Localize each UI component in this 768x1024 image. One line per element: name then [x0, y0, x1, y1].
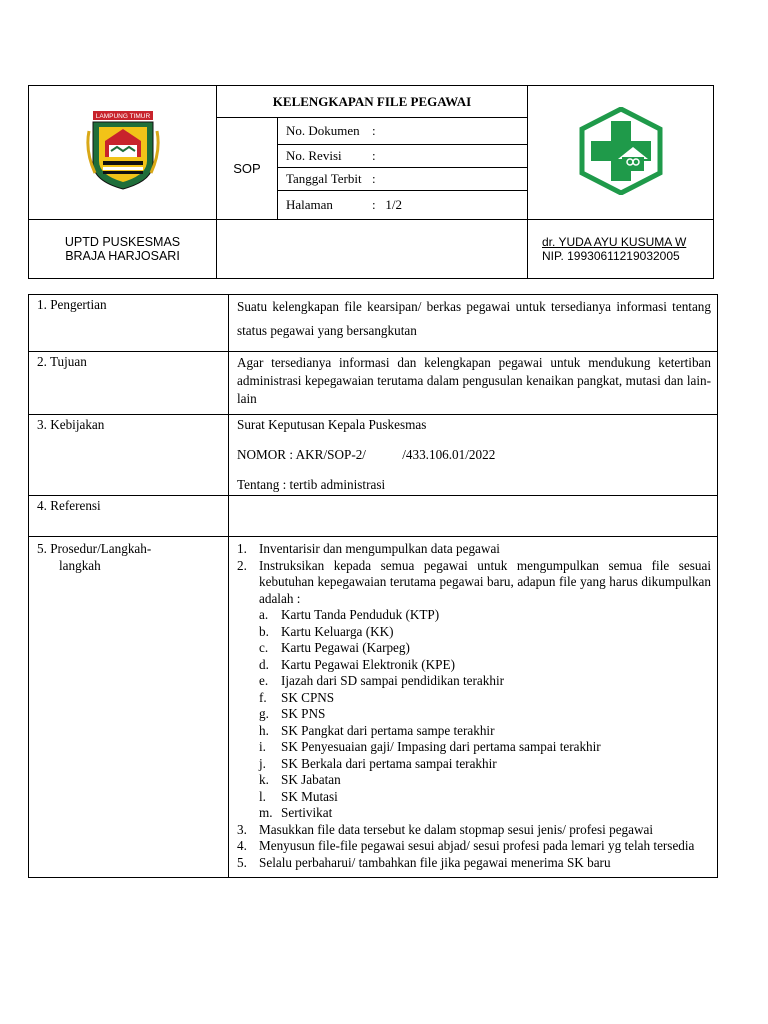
header-table [28, 85, 714, 279]
meta-row-halaman: Halaman : 1/2 [278, 191, 528, 220]
list-item: k. SK Jabatan [259, 772, 341, 787]
signer-cell [528, 220, 714, 279]
kebijakan-line-2: NOMOR : AKR/SOP-2/ /433.106.01/2022 [237, 447, 496, 462]
prosedur-steps [237, 541, 711, 871]
sop-body-table [28, 294, 718, 878]
lampung-timur-emblem-icon [85, 111, 161, 191]
left-logo-cell [29, 86, 217, 220]
signer-nip: NIP. 19930611219032005 [542, 249, 680, 263]
unit-line-1: UPTD PUSKESMAS [64, 235, 181, 249]
list-item: i. SK Penyesuaian gaji/ Impasing dari pertama sampai terakhir [259, 739, 601, 754]
list-item: g. SK PNS [259, 706, 326, 721]
list-item: e. Ijazah dari SD sampai pendidikan terakhir [259, 673, 505, 688]
list-item: h. SK Pangkat dari pertama sampe terakhir [259, 722, 495, 738]
unit-line-2: BRAJA HARJOSARI [65, 249, 180, 263]
step-1: 1. Inventarisir dan mengumpulkan data pegawai [237, 541, 500, 556]
document-title: KELENGKAPAN FILE PEGAWAI [217, 86, 528, 118]
section-kebijakan-label: 3. Kebijakan [29, 415, 229, 496]
section-pengertian-label: 1. Pengertian [29, 295, 229, 352]
section-referensi-text [229, 496, 718, 537]
section-prosedur-content [229, 537, 718, 878]
list-item: m. Sertivikat [259, 805, 333, 820]
section-tujuan-label: 2. Tujuan [29, 352, 229, 415]
list-item: c. Kartu Pegawai (Karpeg) [259, 640, 410, 655]
step-3: 3. Masukkan file data tersebut ke dalam stopmap sesui jenis/ profesi pegawai [237, 821, 654, 837]
prosedur-label-line-1: 5. Prosedur/Langkah- [37, 541, 152, 556]
list-item: j. SK Berkala dari pertama sampai terakhir [259, 755, 497, 771]
step-5: 5. Selalu perbaharui/ tambahkan file jika pegawai menerima SK baru [237, 854, 611, 870]
list-item: a. Kartu Tanda Penduduk (KTP) [259, 607, 440, 622]
document-checklist [259, 607, 711, 822]
step-4: 4. Menyusun file-file pegawai sesui abjad/ sesui profesi pada lemari yg telah tersedia [237, 838, 695, 853]
blank-center-cell [217, 220, 528, 279]
sop-label: SOP [217, 118, 278, 220]
list-item: d. Kartu Pegawai Elektronik (KPE) [259, 656, 455, 672]
list-item: b. Kartu Keluarga (KK) [259, 623, 394, 639]
prosedur-label-line-2: langkah [59, 557, 101, 573]
puskesmas-logo-icon [578, 107, 664, 195]
meta-row-tanggal-terbit: Tanggal Terbit : [278, 168, 528, 191]
kebijakan-line-3: Tentang : tertib administrasi [237, 477, 386, 492]
right-logo-cell [528, 86, 714, 220]
list-item: f. SK CPNS [259, 689, 335, 705]
emblem-caption: LAMPUNG TIMUR [95, 112, 150, 120]
list-item: l. SK Mutasi [259, 788, 338, 804]
kebijakan-line-1: Surat Keputusan Kepala Puskesmas [237, 417, 427, 432]
section-pengertian-text: Suatu kelengkapan file kearsipan/ berkas pegawai untuk tersedianya informasi tentang status pegawai yang bersangkutan [229, 295, 718, 352]
section-kebijakan-content [229, 415, 718, 496]
meta-row-no-revisi: No. Revisi : [278, 145, 528, 168]
section-referensi-label: 4. Referensi [29, 496, 229, 537]
section-prosedur-label [29, 537, 229, 878]
unit-name-cell [29, 220, 217, 279]
step-2: 2. Instruksikan kepada semua pegawai untuk mengumpulkan semua file sesuai kebutuhan kepegawaian terutama pegawai baru, adapun file yang harus dikumpulkan adalah : a. Kartu Tanda Penduduk (KTP) b. Kartu Keluarga (KK) c. Kartu Pegawai (Karpeg) d. Kartu Pegawai Elektronik (KPE) e. Ijazah dari SD sampai pendidikan terakhir f. SK CPNS g. SK PNS h. SK Pangkat dari pertama sampe terakhir i. SK Penyesuaian gaji/ Impasing dari pertama sampai terakhir j. SK Berkala dari pertama sampai terakhir k. SK Jabatan l. SK Mutasi m. Sertivikat [237, 557, 711, 820]
meta-row-no-dokumen: No. Dokumen : [278, 118, 528, 145]
section-tujuan-text: Agar tersedianya informasi dan kelengkapan pegawai untuk mendukung ketertiban administrasi kepegawaian terutama dalam pengusulan kenaikan pangkat, mutasi dan lain-lain [229, 352, 718, 415]
signer-name: dr. YUDA AYU KUSUMA W [542, 235, 687, 249]
